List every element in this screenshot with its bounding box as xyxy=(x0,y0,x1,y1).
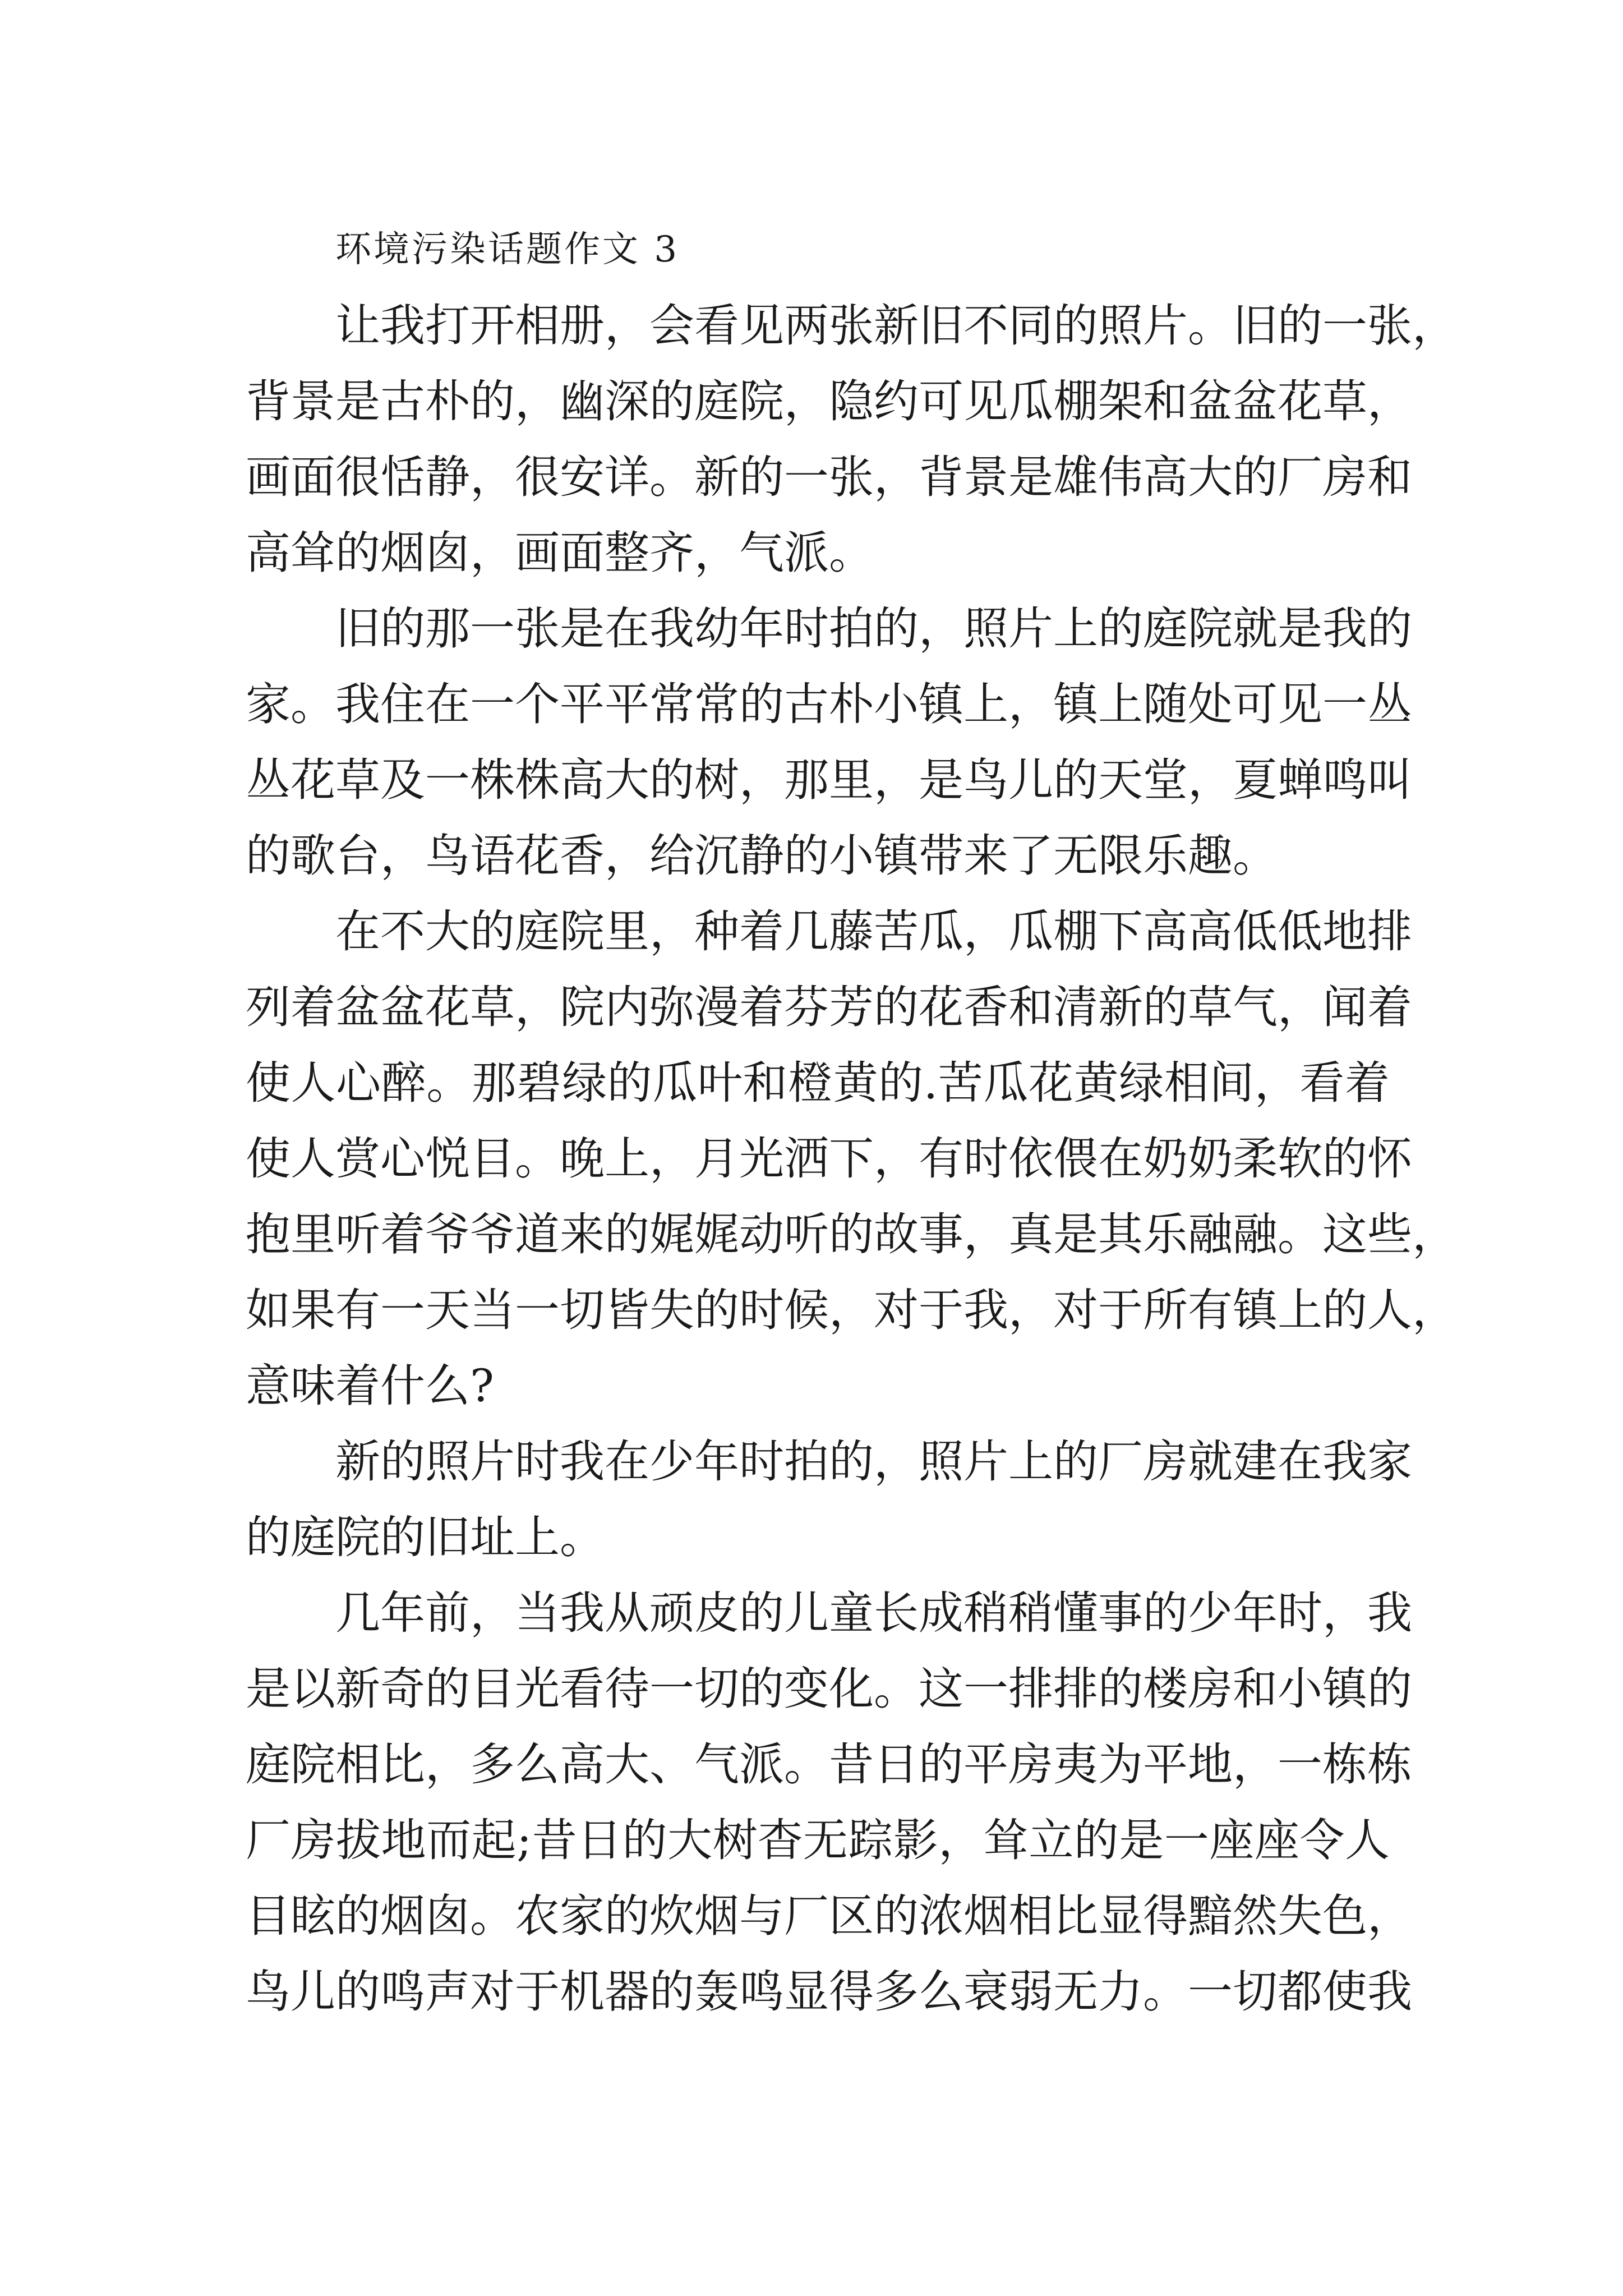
text-line: 使人赏心悦目。晚上，月光洒下，有时依偎在奶奶柔软的怀 xyxy=(246,1133,1412,1185)
text-line: 使人心醉。那碧绿的瓜叶和橙黄的.苦瓜花黄绿相间，看着 xyxy=(246,1057,1390,1109)
text-line: 几年前，当我从顽皮的儿童长成稍稍懂事的少年时，我 xyxy=(335,1587,1412,1639)
text-line: 厂房拔地而起;昔日的大树杳无踪影，耸立的是一座座令人 xyxy=(246,1814,1390,1866)
paragraph xyxy=(246,591,1412,894)
text-line: 画面很恬静，很安详。新的一张，背景是雄伟高大的厂房和 xyxy=(246,451,1412,503)
document-body xyxy=(246,212,1457,2030)
text-line: 意味着什么? xyxy=(246,1360,494,1412)
text-line: 让我打开相册，会看见两张新旧不同的照片。旧的一张， xyxy=(335,300,1457,352)
paragraph xyxy=(246,894,1457,1424)
text-line: 列着盆盆花草，院内弥漫着芬芳的花香和清新的草气，闻着 xyxy=(246,981,1412,1033)
text-line: 高耸的烟囱，画面整齐，气派。 xyxy=(246,527,874,579)
text-line: 的歌台，鸟语花香，给沉静的小镇带来了无限乐趣。 xyxy=(246,830,1278,882)
text-line: 如果有一天当一切皆失的时候，对于我，对于所有镇上的人， xyxy=(246,1284,1457,1336)
paragraph xyxy=(246,1424,1412,1575)
paragraph-list xyxy=(246,288,1457,2030)
text-line: 丛花草及一株株高大的树，那里，是鸟儿的天堂，夏蝉鸣叫 xyxy=(246,754,1412,806)
paragraph xyxy=(246,1575,1412,2030)
text-line: 背景是古朴的，幽深的庭院，隐约可见瓜棚架和盆盆花草， xyxy=(246,375,1412,427)
document-title: 环境污染话题作文 3 xyxy=(335,229,680,270)
text-line: 鸟儿的鸣声对于机器的轰鸣显得多么衰弱无力。一切都使我 xyxy=(246,1966,1412,2018)
text-line: 庭院相比，多么高大、气派。昔日的平房夷为平地，一栋栋 xyxy=(246,1738,1412,1791)
text-line: 抱里听着爷爷道来的娓娓动听的故事，真是其乐融融。这些， xyxy=(246,1208,1457,1260)
text-line: 的庭院的旧址上。 xyxy=(246,1511,605,1563)
text-line: 新的照片时我在少年时拍的，照片上的厂房就建在我家 xyxy=(335,1435,1412,1488)
paragraph xyxy=(246,288,1457,591)
text-line: 目眩的烟囱。农家的炊烟与厂区的浓烟相比显得黯然失色， xyxy=(246,1890,1412,1942)
text-line: 是以新奇的目光看待一切的变化。这一排排的楼房和小镇的 xyxy=(246,1663,1412,1715)
text-line: 在不大的庭院里，种着几藤苦瓜，瓜棚下高高低低地排 xyxy=(335,905,1412,958)
text-line: 家。我住在一个平平常常的古朴小镇上，镇上随处可见一丛 xyxy=(246,678,1412,730)
text-line: 旧的那一张是在我幼年时拍的，照片上的庭院就是我的 xyxy=(335,602,1412,655)
